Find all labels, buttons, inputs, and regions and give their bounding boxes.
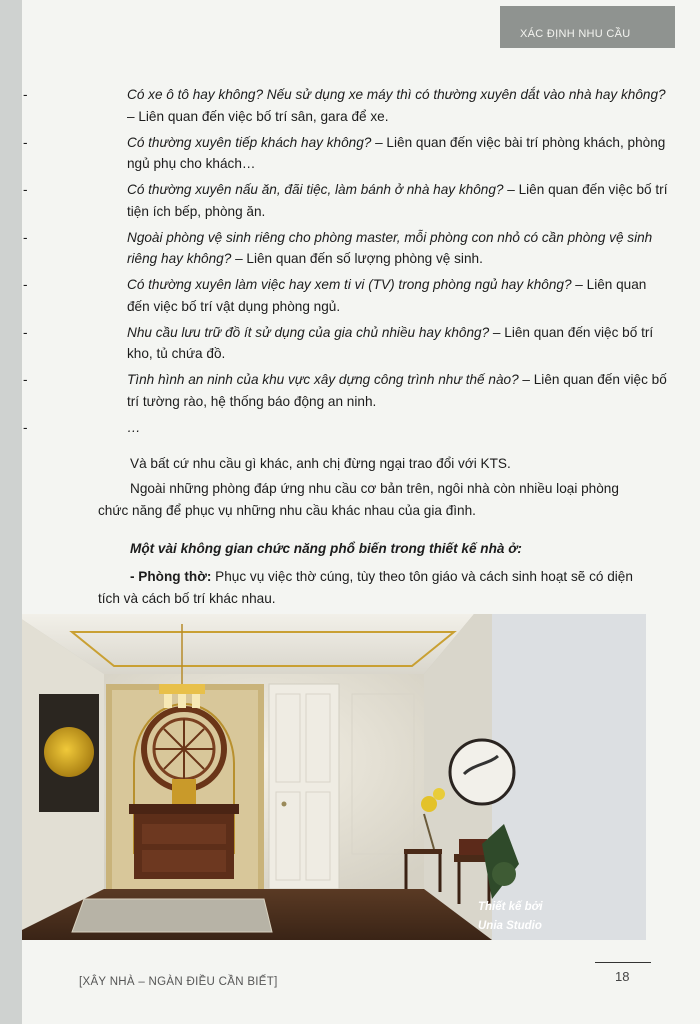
worship-room-photo [22,614,646,940]
list-item [127,132,672,175]
bullet-dash [23,322,43,344]
list-item-answer: – Liên quan đến số lượng phòng vệ sinh. [231,251,483,266]
list-item-answer: – Liên quan đến việc bố trí tường rào, hệ thống báo động an ninh. [127,372,667,409]
list-item-question: Tình hình an ninh của khu vực xây dựng công trình như thế nào? [127,372,519,387]
list-item-question: Ngoài phòng vệ sinh riêng cho phòng master, mỗi phòng con nhỏ có cần phòng vệ sinh riêng hay không? [127,229,653,266]
needs-question-list [127,84,672,443]
paragraph-kts: Và bất cứ nhu cầu gì khác, anh chị đừng ngại trao đổi với KTS. [130,456,511,471]
list-item [127,322,672,365]
photo-caption [478,898,543,936]
list-item-answer: – Liên quan đến việc bố trí sân, gara để xe. [127,108,389,124]
chapter-header-text: XÁC ĐỊNH NHU CẦU [520,28,631,40]
footer-book-title: [XÂY NHÀ – NGÀN ĐIỀU CẦN BIẾT] [79,976,278,988]
list-item-question: Nhu cầu lưu trữ đồ ít sử dụng của gia chủ nhiều hay không? [127,324,490,340]
book-page [22,0,700,1024]
list-item-question: … [127,419,141,435]
list-item [127,84,672,127]
bullet-dash [23,132,43,154]
chapter-header-tab [500,6,675,48]
worship-room-label: - Phòng thờ: [130,569,212,584]
list-item-question: Có thường xuyên làm việc hay xem ti vi (TV) trong phòng ngủ hay không? [127,277,572,292]
paragraph-worship-room [98,566,650,609]
bullet-dash [23,274,43,296]
page-number: 18 [615,969,630,984]
list-item [127,227,672,270]
bullet-dash [23,179,43,201]
list-item-answer: – Liên quan đến việc bố trí vật dụng phòng ngủ. [127,277,647,314]
list-item-answer: – Liên quan đến việc bố trí kho, tủ chứa đồ. [127,324,654,361]
paragraph-other-rooms: Ngoài những phòng đáp ứng nhu cầu cơ bản trên, ngôi nhà còn nhiều loại phòng chức năng để phục vụ những nhu cầu khác nhau của gia đình. [98,481,619,518]
caption-line-1: Thiết kế bởi [478,901,543,913]
bullet-dash [23,369,43,391]
list-item-question: Có thường xuyên nấu ăn, đãi tiệc, làm bánh ở nhà hay không? [127,182,504,197]
list-item-answer: – Liên quan đến việc bố trí tiện ích bếp, phòng ăn. [127,182,668,219]
list-item-question: Có thường xuyên tiếp khách hay không? [127,134,372,150]
section-heading: Một vài không gian chức năng phổ biến trong thiết kế nhà ở: [130,541,522,556]
list-item [127,274,672,317]
bullet-dash [23,417,43,439]
list-item-answer: – Liên quan đến việc bài trí phòng khách, phòng ngủ phụ cho khách… [127,134,666,171]
caption-line-2: Unia Studio [478,920,542,932]
bullet-dash [23,84,43,106]
worship-room-text: Phục vụ việc thờ cúng, tùy theo tôn giáo và cách sinh hoạt sẽ có diện tích và cách bố trí khác nhau. [98,569,633,606]
list-item-question: Có xe ô tô hay không? Nếu sử dụng xe máy thì có thường xuyên dắt vào nhà hay không? [127,87,666,102]
list-item [127,417,672,439]
list-item [127,369,672,412]
list-item [127,179,672,222]
footer-rule [595,962,651,963]
bullet-dash [23,227,43,249]
